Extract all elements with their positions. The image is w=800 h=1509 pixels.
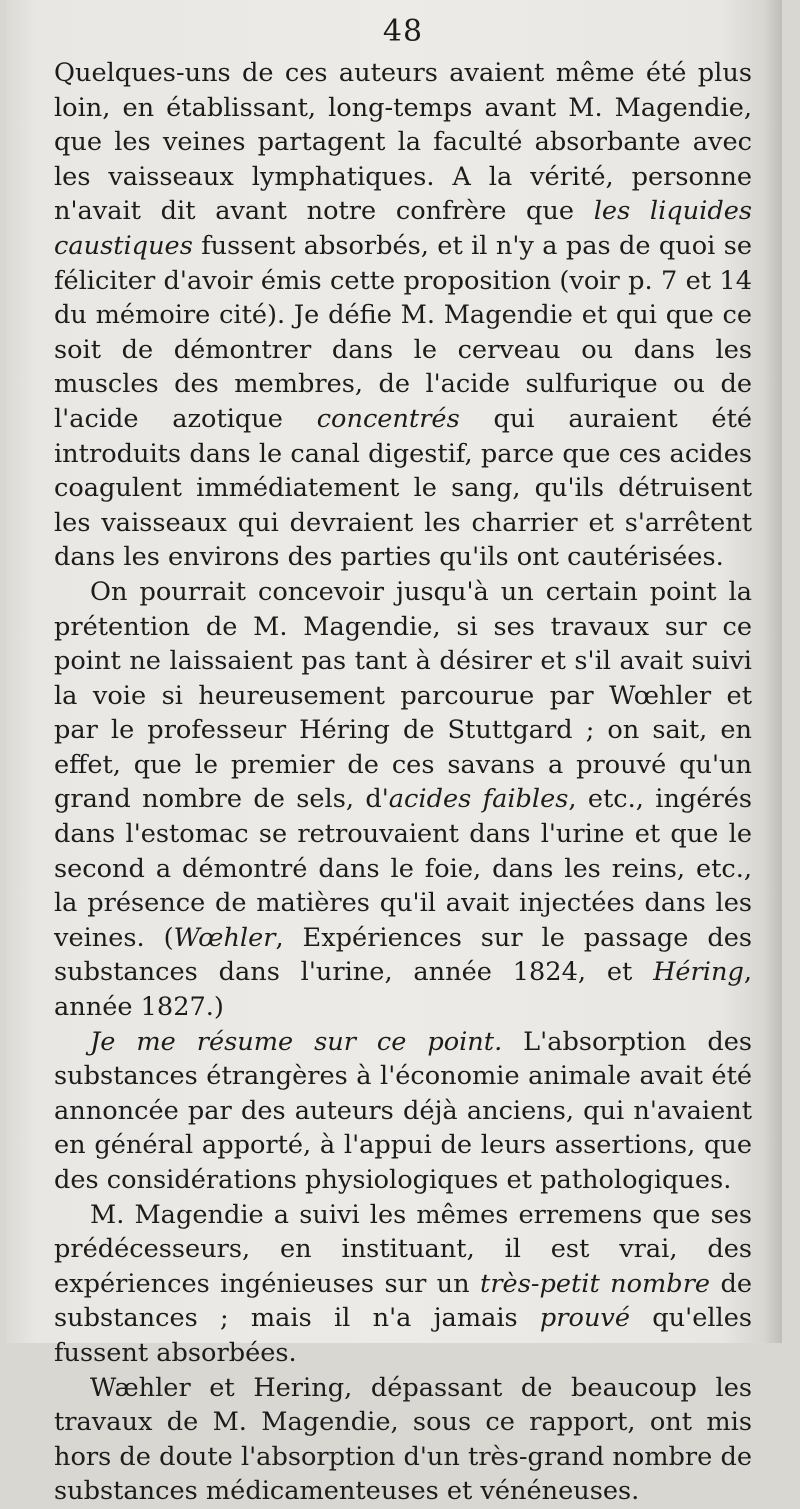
text-run: Wæhler et Hering, dépassant de beaucoup les travaux de M. Magendie, sous ce rapport, ont mis hors de doute l'absorption d'un très-grand nombre de substances médicamenteuses et vénéneuses. — [54, 1372, 752, 1507]
text-run: fussent absorbés, et il n'y a pas de quoi se féliciter d'avoir émis cette proposition (voir p. 7 et 14 du mémoire cité). Je défie M. Magendie et qui que ce soit de démontrer dans le cerveau ou dans les muscles des membres, de l'acide sulfurique ou de l'acide azotique — [54, 230, 752, 434]
text-run: , etc., ingérés dans l'estomac se retrouvaient dans l'urine et que le second a démontré dans le foie, dans les reins, etc., la présence de matières qu'il avait injectées dans les veines. ( — [54, 784, 752, 953]
text-run: L'absorption des substances étrangères à l'économie animale avait été annoncée par des auteurs déjà anciens, qui n'avaient en général apporté, à l'appui de leurs assertions, que des considérations physiologiques et pathologiques. — [54, 1026, 752, 1195]
page-edge-shadow — [764, 0, 782, 1343]
text-run: M. Magendie a suivi les mêmes erremens que ses prédécesseurs, en instituant, il est vrai, des expériences ingénieuses sur un — [54, 1199, 752, 1299]
italic-text: concentrés — [316, 403, 460, 434]
body-text — [54, 56, 752, 1509]
paragraph-1 — [54, 56, 752, 575]
paragraph-5 — [54, 1371, 752, 1509]
text-run: de substances ; mais il n'a jamais — [54, 1268, 752, 1334]
text-run: qui auraient été introduits dans le canal digestif, parce que ces acides coagulent immédiatement le sang, qu'ils détruisent les vaisseaux qui devraient les charrier et s'arrêtent dans les environs des parties qu'ils ont cautérisées. — [54, 403, 753, 573]
text-run: , Expériences sur le passage des substances dans l'urine, année 1824, et — [54, 922, 753, 988]
text-run: qu'elles fussent absorbées. — [54, 1303, 752, 1368]
italic-text: acides faibles — [388, 784, 569, 815]
page-number: 48 — [382, 14, 424, 49]
italic-text: très-petit nombre — [480, 1268, 711, 1299]
paragraph-4 — [54, 1198, 752, 1371]
text-run: On pourrait concevoir jusqu'à un certain point la prétention de M. Magendie, si ses travaux sur ce point ne laissaient pas tant à désirer et s'il avait suivi la voie si heureusement parcourue par Wœhler et par le professeur Héring de Stuttgard ; on sait, en effet, que le premier de ces savans a prouvé qu'un grand nombre de sels, d' — [54, 576, 752, 815]
italic-text: les liquides caustiques — [54, 196, 752, 261]
italic-text: prouvé — [539, 1303, 631, 1334]
paragraph-2 — [54, 575, 752, 1025]
text-run: , année 1827.) — [54, 957, 752, 1023]
book-page — [6, 0, 782, 1507]
italic-text: Wœhler — [173, 922, 276, 953]
paragraph-3 — [54, 1025, 752, 1198]
italic-text: Je me résume sur ce point. — [90, 1026, 503, 1057]
text-run: Quelques-uns de ces auteurs avaient même été plus loin, en établissant, long-temps avant M. Magendie, que les veines partagent la faculté absorbante avec les vaisseaux lymphatiques. A la vérité, personne n'avait dit avant notre confrère que — [54, 58, 752, 227]
italic-text: Héring — [653, 957, 744, 988]
